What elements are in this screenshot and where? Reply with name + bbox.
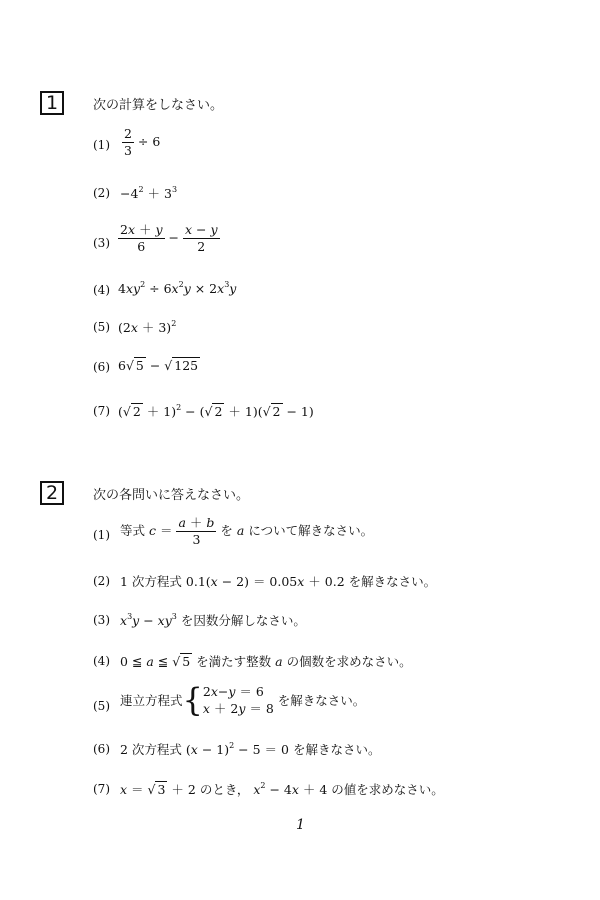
problem-1-5-expression: $(2x + 3)^2$ bbox=[118, 319, 177, 335]
problem-1-1-expression: $\frac{2}{3}$ ÷ 6 bbox=[124, 126, 161, 158]
problem-2-7-text-c: の値を求めなさい。 bbox=[331, 782, 444, 797]
problem-2-2-text-b: を解きなさい。 bbox=[348, 574, 437, 589]
problem-2-1-text-b: を bbox=[220, 523, 233, 538]
problem-2-5-text-a: 連立方程式 bbox=[120, 693, 183, 708]
problem-1-6-number: (6) bbox=[93, 360, 110, 374]
problem-1-2-number: (2) bbox=[93, 186, 110, 200]
problem-2-5-statement bbox=[120, 683, 365, 717]
problem-2-1-text-c: について解きなさい。 bbox=[248, 523, 374, 538]
problem-2-4-number: (4) bbox=[93, 654, 110, 668]
problem-2-3-text-b: を因数分解しなさい。 bbox=[180, 613, 306, 628]
problem-1-7-expression: (√ 2 ＋ 1)$^2$ − (√ 2 ＋ 1)(√ 2 − 1) bbox=[118, 403, 314, 419]
problem-2-6-statement: 2 次方程式 $(x - 1)^2 - 5 = 0$ を解きなさい。 bbox=[120, 741, 381, 757]
problem-2-6-text-b: を解きなさい。 bbox=[292, 742, 381, 757]
problem-2-6-number: (6) bbox=[93, 742, 110, 756]
problem-1-4-number: (4) bbox=[93, 283, 110, 297]
problem-2-7-statement: x ＝ √ 3 ＋ 2 のとき， $x^2 - 4x + 4$ の値を求めなさい。 bbox=[120, 781, 444, 797]
problem-2-3-number: (3) bbox=[93, 613, 110, 627]
problem-2-6-text-a: 2 次方程式 bbox=[120, 742, 182, 757]
problem-2-2-text-a: 1 次方程式 bbox=[120, 574, 182, 589]
problem-1-4-expression: $4xy^2 \div 6x^2y \times 2x^3y$ bbox=[118, 280, 237, 296]
problem-1-7-number: (7) bbox=[93, 404, 110, 418]
problem-2-3-statement: $x^3y - xy^3$ を因数分解しなさい。 bbox=[120, 612, 306, 628]
problem-1-6-expression: 6√ 5 − √ 125 bbox=[118, 358, 199, 373]
section-2-heading: 次の各問いに答えなさい。 bbox=[93, 488, 250, 503]
system-brace: { bbox=[182, 681, 203, 719]
problem-2-4-text-c: の個数を求めなさい。 bbox=[286, 654, 412, 669]
problem-2-4-text-b: を満たす整数 bbox=[196, 654, 272, 669]
problem-2-5-text-b: を解きなさい。 bbox=[277, 693, 366, 708]
problem-2-1-text-a: 等式 bbox=[120, 523, 146, 538]
section-1-heading: 次の計算をしなさい。 bbox=[93, 98, 224, 113]
problem-1-3-number: (3) bbox=[93, 236, 110, 250]
problem-2-7-text-b: のとき， bbox=[199, 782, 250, 797]
problem-2-2-number: (2) bbox=[93, 574, 110, 588]
problem-2-4-statement: 0 ≦ a ≦ √ 5 を満たす整数 a の個数を求めなさい。 bbox=[120, 654, 412, 669]
problem-1-2-expression: $-4^2 + 3^3$ bbox=[120, 185, 178, 201]
section-2-number-box bbox=[40, 481, 64, 505]
section-1-number: 1 bbox=[45, 92, 59, 114]
problem-2-2-statement: 1 次方程式 0.1(x − 2) ＝ 0.05x ＋ 0.2 を解きなさい。 bbox=[120, 574, 437, 589]
problem-1-3-expression: $\frac{2x + y}{6}$ − $\frac{x - y}{2}$ bbox=[120, 222, 218, 254]
section-2-number: 2 bbox=[45, 482, 59, 504]
problem-2-7-number: (7) bbox=[93, 782, 110, 796]
problem-2-5-number: (5) bbox=[93, 699, 110, 713]
equation-system: 2x−y ＝ 6 x ＋ 2y ＝ 8 bbox=[202, 684, 274, 716]
problem-1-1-number: (1) bbox=[93, 138, 110, 152]
problem-1-5-number: (5) bbox=[93, 320, 110, 334]
page-number: 1 bbox=[296, 817, 305, 833]
section-1-number-box bbox=[40, 91, 64, 115]
problem-2-1-statement: 等式 c ＝ $\frac{a + b}{3}$ を a について解きなさい。 bbox=[120, 515, 374, 547]
problem-2-1-number: (1) bbox=[93, 528, 110, 542]
